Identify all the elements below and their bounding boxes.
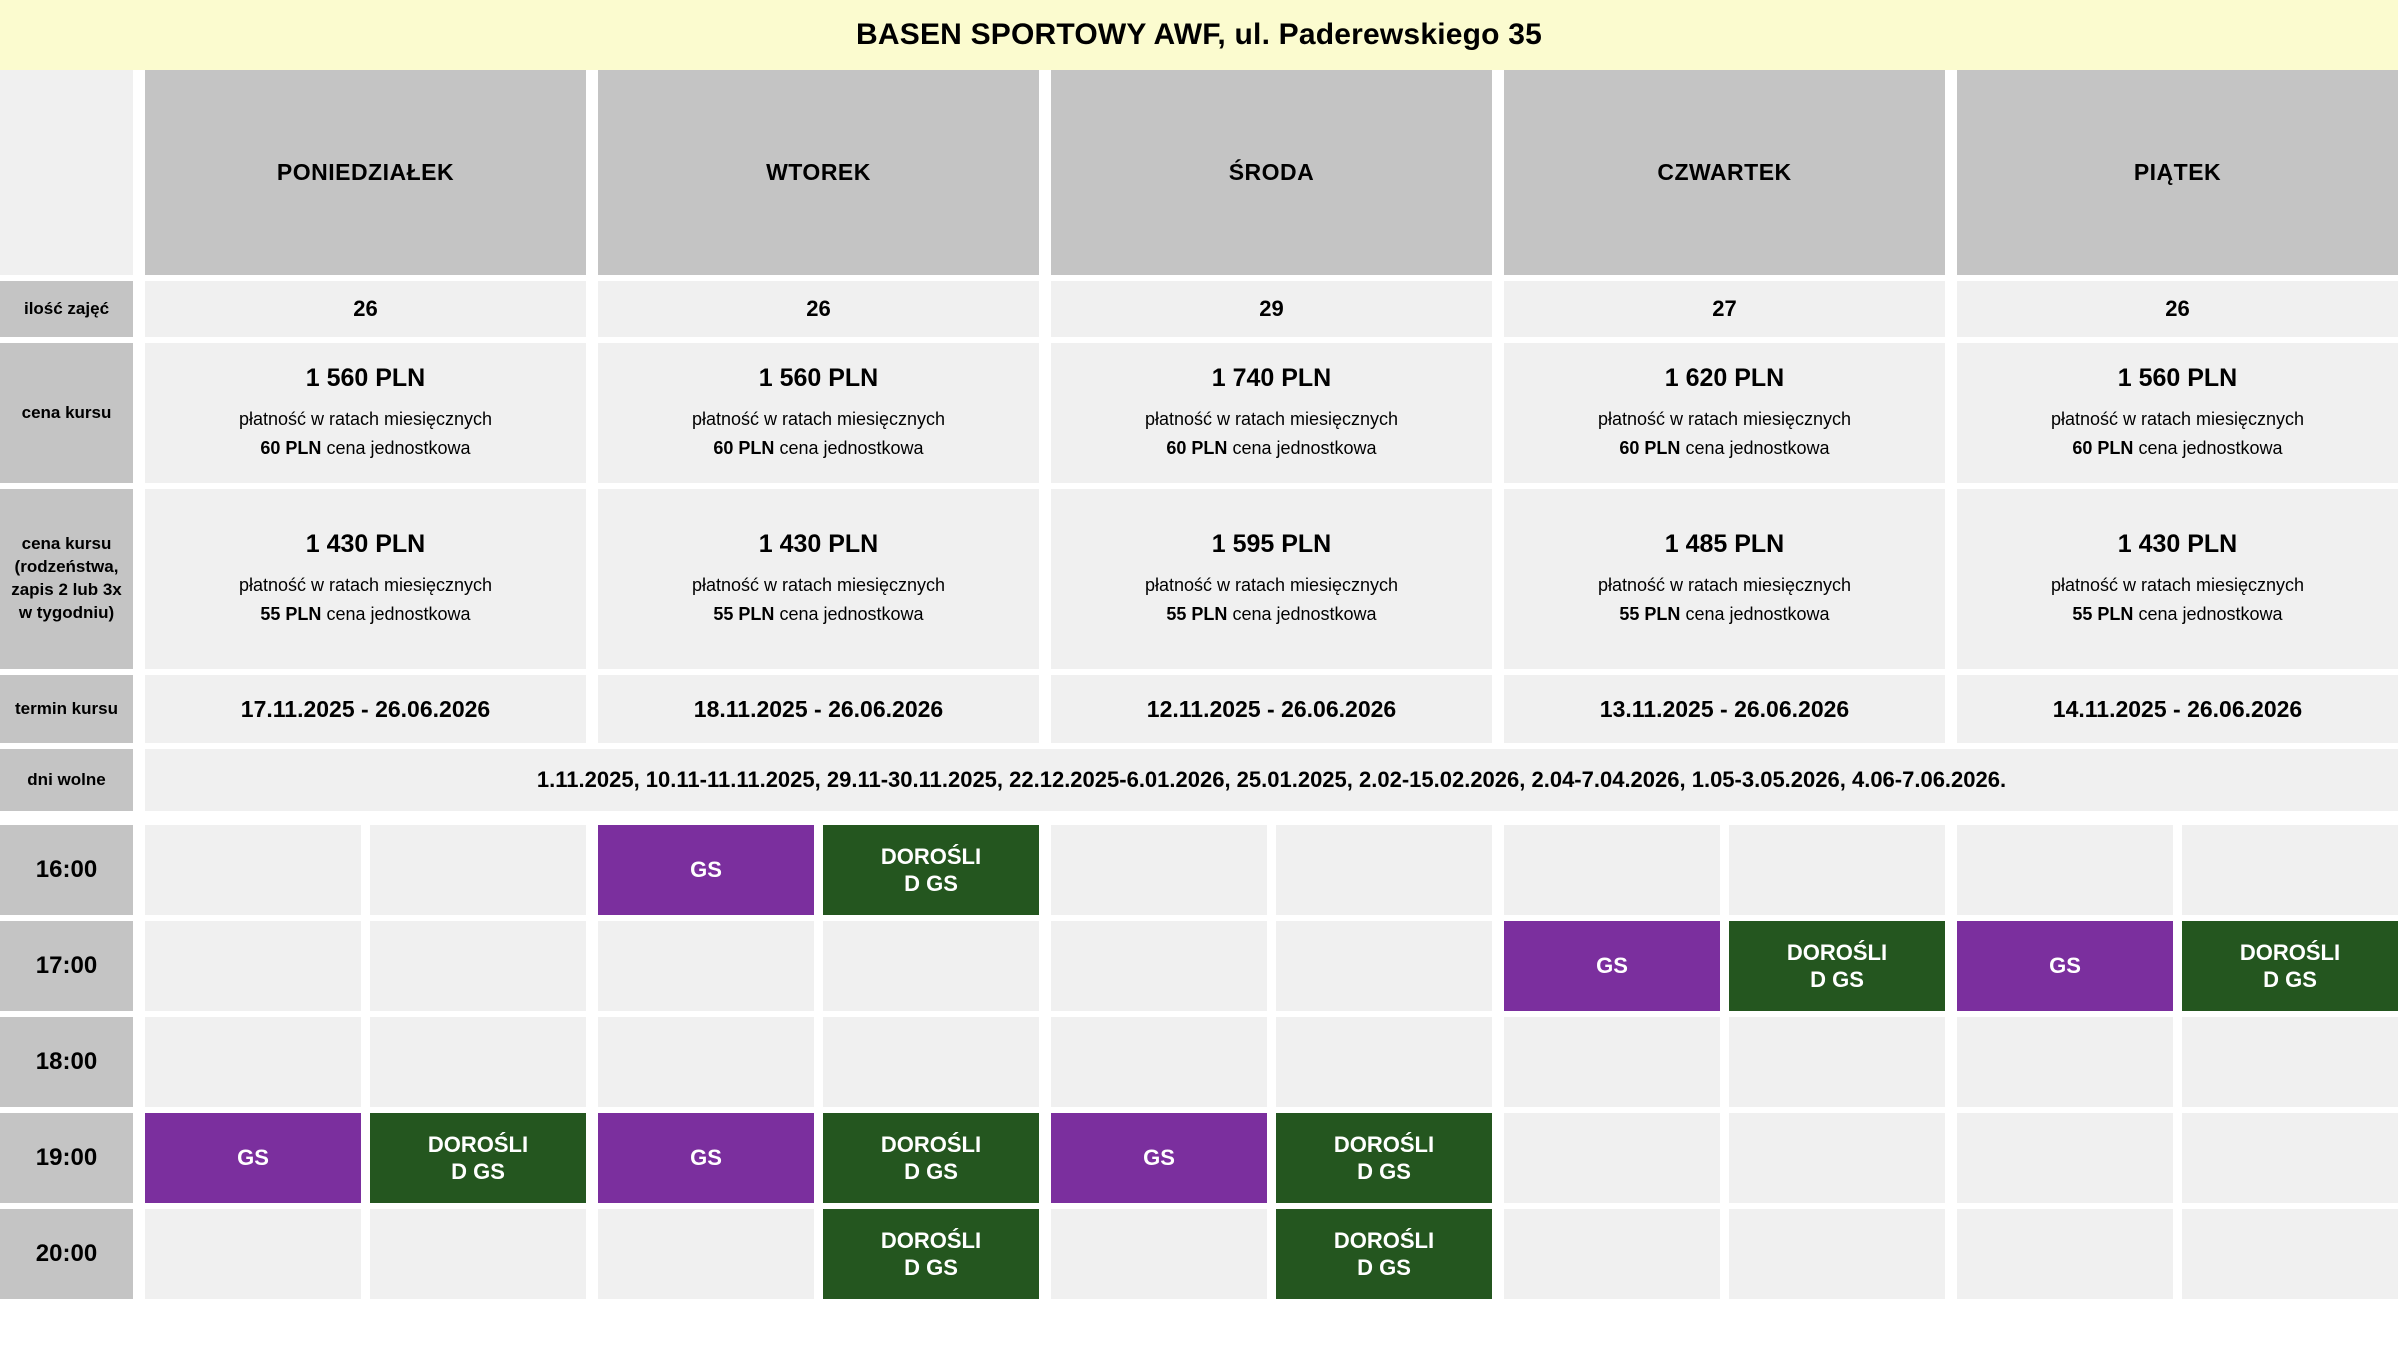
price-installments: płatność w ratach miesięcznych — [238, 408, 493, 429]
course-price-thursday — [1504, 343, 1945, 483]
schedule-slot — [1051, 825, 1267, 915]
slot-label-line1: DOROŚLI — [880, 1131, 982, 1157]
schedule-slot — [1051, 1017, 1267, 1107]
course-term-thursday: 13.11.2025 - 26.06.2026 — [1504, 675, 1945, 743]
lesson-count-tuesday: 26 — [598, 281, 1039, 337]
schedule-slot — [1957, 1113, 2173, 1203]
lesson-count-row — [0, 281, 2398, 337]
schedule-slot-gs[interactable] — [145, 1113, 361, 1203]
price-unit-label: cena jednostkowa — [2138, 603, 2283, 624]
schedule-row — [598, 921, 1039, 1011]
slot-label-line2: D GS — [451, 1159, 505, 1184]
schedule-slot-adult[interactable] — [2182, 921, 2398, 1011]
slot-label-line1: DOROŚLI — [2239, 939, 2341, 965]
schedule-slot — [2182, 825, 2398, 915]
price-installments: płatność w ratach miesięcznych — [1144, 574, 1399, 595]
schedule-slot-gs[interactable] — [598, 825, 814, 915]
course-price-tuesday — [598, 343, 1039, 483]
schedule-row — [1957, 1209, 2398, 1299]
schedule-row — [598, 825, 1039, 915]
slot-label: GS — [237, 1145, 269, 1171]
schedule-slot — [2182, 1113, 2398, 1203]
price-unit-label: cena jednostkowa — [779, 603, 924, 624]
slot-label-line1: DOROŚLI — [880, 1227, 982, 1253]
schedule-slot — [1729, 825, 1945, 915]
schedule-slot — [370, 825, 586, 915]
schedule-slot-gs[interactable] — [1051, 1113, 1267, 1203]
day-header-thursday: CZWARTEK — [1504, 70, 1945, 275]
price-total: 1 430 PLN — [758, 529, 879, 558]
schedule-slot — [1957, 1017, 2173, 1107]
day-header-monday: PONIEDZIAŁEK — [145, 70, 586, 275]
row-label-course-term: termin kursu — [0, 675, 133, 743]
price-unit-label: cena jednostkowa — [2138, 437, 2283, 458]
schedule-row — [1504, 921, 1945, 1011]
slot-label: GS — [1143, 1145, 1175, 1171]
course-term-monday: 17.11.2025 - 26.06.2026 — [145, 675, 586, 743]
price-installments: płatność w ratach miesięcznych — [691, 408, 946, 429]
schedule-slot-adult[interactable] — [823, 1209, 1039, 1299]
schedule-slot-gs[interactable] — [1957, 921, 2173, 1011]
price-installments: płatność w ratach miesięcznych — [238, 574, 493, 595]
schedule-slot — [1729, 1113, 1945, 1203]
schedule-row — [1957, 1017, 2398, 1107]
price-installments: płatność w ratach miesięcznych — [1597, 408, 1852, 429]
price-unit-label: cena jednostkowa — [326, 603, 471, 624]
row-label-course-price: cena kursu — [0, 343, 133, 483]
slot-label-line2: D GS — [904, 1255, 958, 1280]
schedule-row — [145, 1017, 586, 1107]
page-title-bar — [0, 0, 2398, 70]
row-label-lesson-count: ilość zajęć — [0, 281, 133, 337]
schedule-slot — [598, 921, 814, 1011]
schedule-slot-adult[interactable] — [370, 1113, 586, 1203]
slot-label-line2: D GS — [1357, 1159, 1411, 1184]
price-unit: 60 PLN — [260, 437, 322, 458]
schedule-slot — [1276, 921, 1492, 1011]
time-slot-1800: 18:00 — [0, 1017, 133, 1107]
schedule-slot — [823, 1017, 1039, 1107]
price-unit: 55 PLN — [2072, 603, 2134, 624]
discount-price-wednesday — [1051, 489, 1492, 669]
time-column — [0, 825, 133, 1299]
discount-price-row — [0, 489, 2398, 669]
schedule-slot-adult[interactable] — [1276, 1113, 1492, 1203]
day-header-wednesday: ŚRODA — [1051, 70, 1492, 275]
schedule-slot — [370, 1017, 586, 1107]
schedule-row — [1957, 825, 2398, 915]
price-unit-label: cena jednostkowa — [779, 437, 924, 458]
schedule-slot — [1504, 1017, 1720, 1107]
price-total: 1 740 PLN — [1211, 363, 1332, 392]
schedule-slot-adult[interactable] — [1276, 1209, 1492, 1299]
lesson-count-friday: 26 — [1957, 281, 2398, 337]
slot-label-line2: D GS — [904, 1159, 958, 1184]
discount-price-monday — [145, 489, 586, 669]
schedule-grid — [0, 825, 2398, 1299]
schedule-slot — [145, 1017, 361, 1107]
slot-label: GS — [2049, 953, 2081, 979]
schedule-row — [1051, 1017, 1492, 1107]
schedule-slot — [1729, 1017, 1945, 1107]
price-total: 1 620 PLN — [1664, 363, 1785, 392]
schedule-slot — [598, 1209, 814, 1299]
schedule-row — [1051, 1113, 1492, 1203]
schedule-slot — [1504, 1209, 1720, 1299]
schedule-row — [1504, 825, 1945, 915]
course-price-wednesday — [1051, 343, 1492, 483]
schedule-row — [1504, 1209, 1945, 1299]
slot-label-line1: DOROŚLI — [880, 843, 982, 869]
price-total: 1 430 PLN — [2117, 529, 2238, 558]
course-term-tuesday: 18.11.2025 - 26.06.2026 — [598, 675, 1039, 743]
schedule-slot — [145, 825, 361, 915]
time-slot-1700: 17:00 — [0, 921, 133, 1011]
slot-label-line2: D GS — [1357, 1255, 1411, 1280]
schedule-slot — [370, 921, 586, 1011]
schedule-slot — [370, 1209, 586, 1299]
slot-label-line2: D GS — [1810, 967, 1864, 992]
schedule-slot — [1504, 825, 1720, 915]
price-unit-label: cena jednostkowa — [1232, 437, 1377, 458]
schedule-slot — [1729, 1209, 1945, 1299]
slot-label-line2: D GS — [904, 871, 958, 896]
price-installments: płatność w ratach miesięcznych — [2050, 574, 2305, 595]
schedule-slot — [1504, 1113, 1720, 1203]
price-unit-label: cena jednostkowa — [1232, 603, 1377, 624]
schedule-row — [145, 921, 586, 1011]
schedule-row — [145, 825, 586, 915]
discount-price-thursday — [1504, 489, 1945, 669]
discount-price-friday — [1957, 489, 2398, 669]
schedule-slot — [1957, 825, 2173, 915]
corner-blank — [0, 70, 133, 275]
course-term-row — [0, 675, 2398, 743]
time-slot-1600: 16:00 — [0, 825, 133, 915]
row-label-free-days: dni wolne — [0, 749, 133, 811]
schedule-slot — [1051, 1209, 1267, 1299]
course-price-friday — [1957, 343, 2398, 483]
price-installments: płatność w ratach miesięcznych — [2050, 408, 2305, 429]
schedule-slot — [1957, 1209, 2173, 1299]
slot-label-line1: DOROŚLI — [1333, 1227, 1435, 1253]
schedule-slot — [2182, 1209, 2398, 1299]
schedule-row — [1504, 1113, 1945, 1203]
price-unit: 55 PLN — [1166, 603, 1228, 624]
schedule-slot-adult[interactable] — [1729, 921, 1945, 1011]
price-unit-label: cena jednostkowa — [326, 437, 471, 458]
day-header-tuesday: WTOREK — [598, 70, 1039, 275]
price-unit: 55 PLN — [713, 603, 775, 624]
price-installments: płatność w ratach miesięcznych — [1597, 574, 1852, 595]
price-unit: 55 PLN — [260, 603, 322, 624]
lesson-count-thursday: 27 — [1504, 281, 1945, 337]
schedule-row — [1051, 825, 1492, 915]
slot-label-line2: D GS — [2263, 967, 2317, 992]
schedule-slot-gs[interactable] — [1504, 921, 1720, 1011]
schedule-slot — [1051, 921, 1267, 1011]
day-header-friday: PIĄTEK — [1957, 70, 2398, 275]
slot-label: GS — [1596, 953, 1628, 979]
free-days-value: 1.11.2025, 10.11-11.11.2025, 29.11-30.11.2025, 22.12.2025-6.01.2026, 25.01.2025, 2.02-15.02.2026, 2.04-7.04.2026, 1.05-3.05.2026, 4.06-7.06.2026. — [145, 749, 2398, 811]
course-price-monday — [145, 343, 586, 483]
schedule-column-monday — [145, 825, 586, 1299]
slot-label: GS — [690, 1145, 722, 1171]
schedule-slot — [145, 1209, 361, 1299]
schedule-slot — [2182, 1017, 2398, 1107]
schedule-slot — [598, 1017, 814, 1107]
price-installments: płatność w ratach miesięcznych — [691, 574, 946, 595]
schedule-row — [1957, 1113, 2398, 1203]
price-installments: płatność w ratach miesięcznych — [1144, 408, 1399, 429]
slot-label-line1: DOROŚLI — [1333, 1131, 1435, 1157]
schedule-slot-gs[interactable] — [598, 1113, 814, 1203]
time-slot-2000: 20:00 — [0, 1209, 133, 1299]
lesson-count-wednesday: 29 — [1051, 281, 1492, 337]
schedule-slot-adult[interactable] — [823, 1113, 1039, 1203]
row-label-discount-price: cena kursu (rodzeństwa, zapis 2 lub 3x w tygodniu) — [0, 489, 133, 669]
course-term-friday: 14.11.2025 - 26.06.2026 — [1957, 675, 2398, 743]
schedule-slot — [1276, 825, 1492, 915]
course-price-row — [0, 343, 2398, 483]
page-title: BASEN SPORTOWY AWF, ul. Paderewskiego 35 — [856, 18, 1542, 51]
discount-price-tuesday — [598, 489, 1039, 669]
day-header-row — [0, 70, 2398, 275]
schedule-row — [1957, 921, 2398, 1011]
schedule-row — [598, 1209, 1039, 1299]
schedule-column-friday — [1957, 825, 2398, 1299]
schedule-slot — [145, 921, 361, 1011]
schedule-row — [145, 1209, 586, 1299]
price-unit: 60 PLN — [2072, 437, 2134, 458]
price-unit: 60 PLN — [1166, 437, 1228, 458]
schedule-column-thursday — [1504, 825, 1945, 1299]
schedule-row — [1051, 921, 1492, 1011]
course-term-wednesday: 12.11.2025 - 26.06.2026 — [1051, 675, 1492, 743]
schedule-row — [1051, 1209, 1492, 1299]
slot-label: GS — [690, 857, 722, 883]
lesson-count-monday: 26 — [145, 281, 586, 337]
price-unit-label: cena jednostkowa — [1685, 437, 1830, 458]
schedule-row — [145, 1113, 586, 1203]
price-unit: 60 PLN — [1619, 437, 1681, 458]
price-unit-label: cena jednostkowa — [1685, 603, 1830, 624]
slot-label-line1: DOROŚLI — [427, 1131, 529, 1157]
price-total: 1 485 PLN — [1664, 529, 1785, 558]
price-unit: 55 PLN — [1619, 603, 1681, 624]
schedule-slot — [1276, 1017, 1492, 1107]
price-unit: 60 PLN — [713, 437, 775, 458]
price-total: 1 560 PLN — [2117, 363, 2238, 392]
price-total: 1 595 PLN — [1211, 529, 1332, 558]
price-total: 1 560 PLN — [758, 363, 879, 392]
time-slot-1900: 19:00 — [0, 1113, 133, 1203]
schedule-column-tuesday — [598, 825, 1039, 1299]
schedule-column-wednesday — [1051, 825, 1492, 1299]
free-days-row — [0, 749, 2398, 811]
price-total: 1 430 PLN — [305, 529, 426, 558]
slot-label-line1: DOROŚLI — [1786, 939, 1888, 965]
schedule-row — [598, 1017, 1039, 1107]
price-total: 1 560 PLN — [305, 363, 426, 392]
schedule-row — [1504, 1017, 1945, 1107]
schedule-slot — [823, 921, 1039, 1011]
schedule-slot-adult[interactable] — [823, 825, 1039, 915]
schedule-row — [598, 1113, 1039, 1203]
